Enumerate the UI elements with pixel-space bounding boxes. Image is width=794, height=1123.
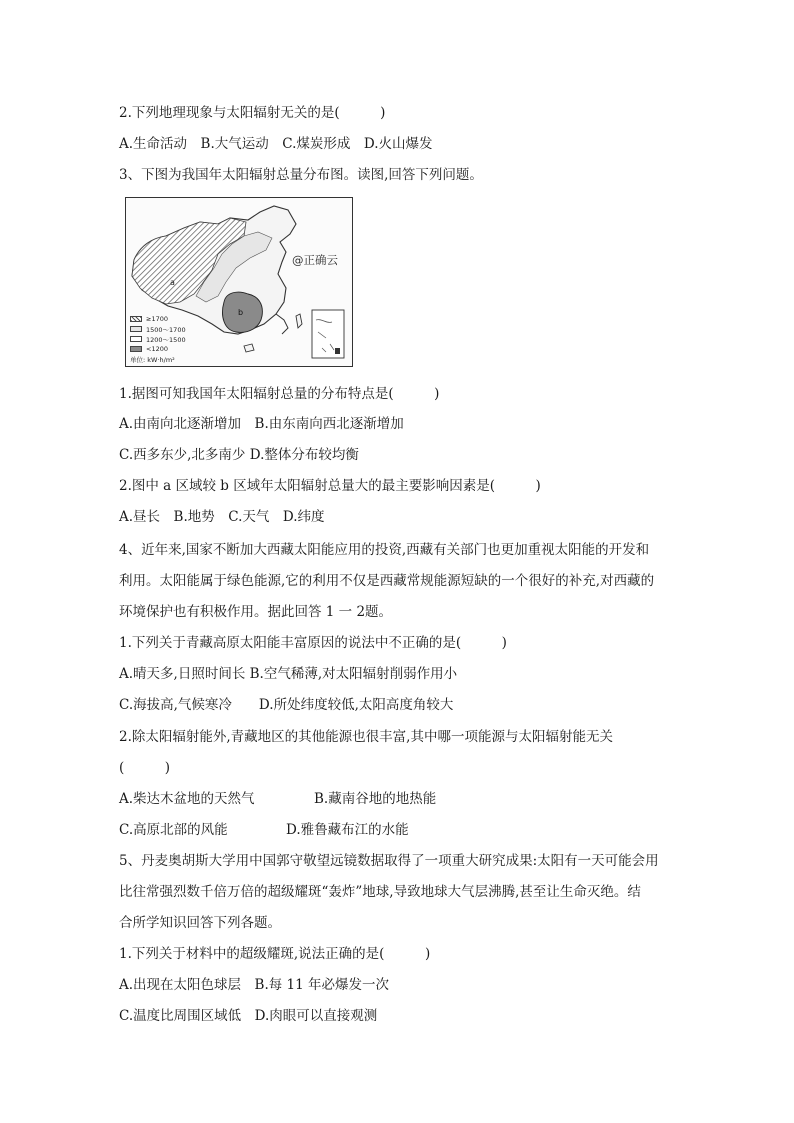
q4-sub2-paren: ( ) <box>119 760 171 776</box>
legend-item-4: <1200 <box>130 344 186 354</box>
legend-unit: 单位: kW·h/m² <box>130 356 175 364</box>
q4-sub1-options-2: C.海拔高,气候寒冷 D.所处纬度较低,太阳高度角较大 <box>119 697 454 713</box>
q4-sub2-option-b: B.藏南谷地的地热能 <box>314 791 437 807</box>
q4-sub2-option-c: C.高原北部的风能 <box>119 822 228 838</box>
q3-sub1-options-2: C.西多东少,北多南少 D.整体分布较均衡 <box>119 447 359 463</box>
legend-item-1: ≥1700 <box>130 314 186 324</box>
q5-intro-1: 5、丹麦奥胡斯大学用中国郭守敬望远镜数据取得了一项重大研究成果:太阳有一天可能会用 <box>119 853 659 869</box>
q2-stem: 2.下列地理现象与太阳辐射无关的是( ) <box>119 105 386 121</box>
q5-intro-3: 合所学知识回答下列各题。 <box>119 915 281 931</box>
map-legend <box>130 314 186 364</box>
q4-sub1-stem: 1.下列关于青藏高原太阳能丰富原因的说法中不正确的是( ) <box>119 635 507 651</box>
q5-sub1-stem: 1.下列关于材料中的超级耀斑,说法正确的是( ) <box>119 946 431 962</box>
legend-item-3: 1200～1500 <box>130 334 186 344</box>
q5-sub1-options-1: A.出现在太阳色球层 B.每 11 年必爆发一次 <box>119 977 390 993</box>
watermark: @正确云 <box>292 253 338 267</box>
legend-item-2: 1500～1700 <box>130 324 186 334</box>
q3-sub2-options: A.昼长 B.地势 C.天气 D.纬度 <box>119 509 325 525</box>
q3-sub2-stem: 2.图中 a 区域较 b 区域年太阳辐射总量大的最主要影响因素是( ) <box>119 478 541 494</box>
hainan-island <box>244 344 254 352</box>
solar-radiation-map <box>125 197 353 367</box>
q3-sub1-options-1: A.由南向北逐渐增加 B.由东南向西北逐渐增加 <box>119 416 404 432</box>
q4-sub1-options-1: A.晴天多,日照时间长 B.空气稀薄,对太阳辐射削弱作用小 <box>119 666 458 682</box>
q4-sub2-option-d: D.雅鲁藏布江的水能 <box>286 822 409 838</box>
q5-sub1-options-2: C.温度比周围区域低 D.肉眼可以直接观测 <box>119 1008 378 1024</box>
q4-intro-1: 4、近年来,国家不断加大西藏太阳能应用的投资,西藏有关部门也更加重视太阳能的开发和 <box>119 542 650 558</box>
q4-sub2-stem: 2.除太阳辐射能外,青藏地区的其他能源也很丰富,其中哪一项能源与太阳辐射能无关 <box>119 729 613 745</box>
q4-intro-2: 利用。太阳能属于绿色能源,它的利用不仅是西藏常规能源短缺的一个很好的补充,对西藏的 <box>119 573 655 589</box>
q4-sub2-option-a: A.柴达木盆地的天然气 <box>119 791 255 807</box>
q3-intro: 3、下图为我国年太阳辐射总量分布图。读图,回答下列问题。 <box>119 167 483 183</box>
q5-intro-2: 比往常强烈数千倍万倍的超级耀斑“轰炸”地球,导致地球大气层沸腾,甚至让生命灭绝。结 <box>119 884 641 900</box>
coast-east <box>276 314 288 334</box>
q4-intro-3: 环境保护也有积极作用。据此回答 1 一 2题。 <box>119 604 393 620</box>
q3-sub1-stem: 1.据图可知我国年太阳辐射总量的分布特点是( ) <box>119 386 440 402</box>
region-b-label: b <box>238 308 244 317</box>
q2-options: A.生命活动 B.大气运动 C.煤炭形成 D.火山爆发 <box>119 136 433 152</box>
region-a-label: a <box>170 278 175 287</box>
taiwan-island <box>296 314 302 328</box>
